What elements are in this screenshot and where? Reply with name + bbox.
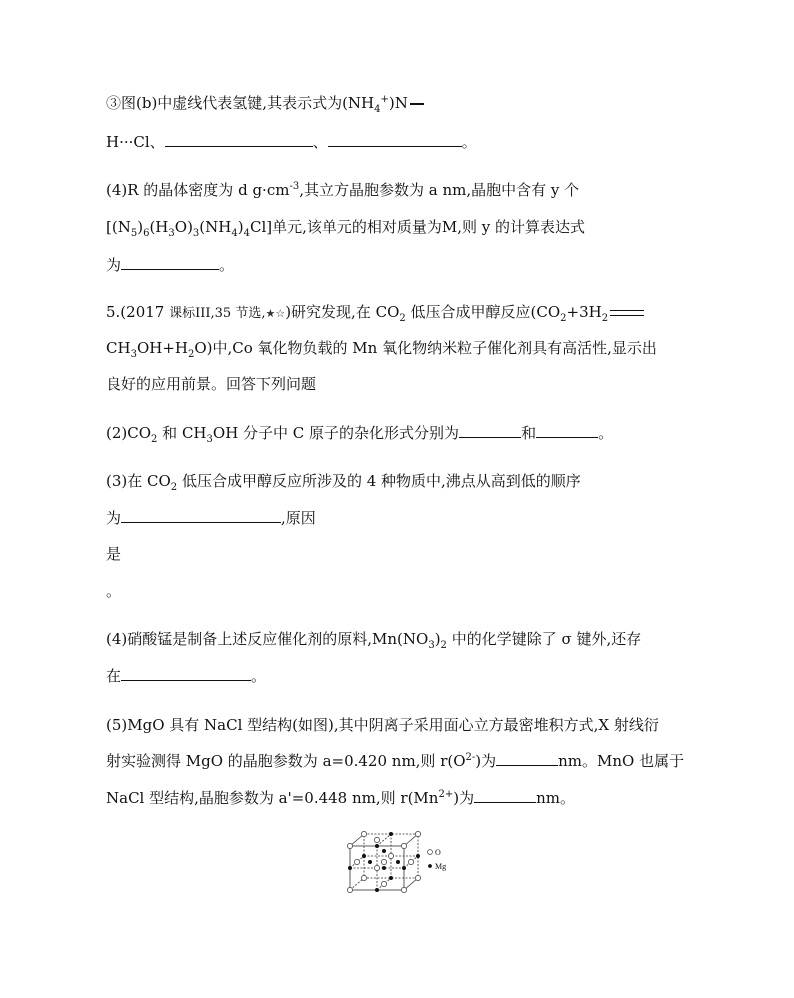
q5-5-line3: NaCl 型结构,晶胞参数为 a'=0.448 nm,则 $r(Mn^{2+})$为 nm。 xyxy=(106,789,575,807)
q5-3-line1: (3)在 $CO_2$ 低压合成甲醇反应所涉及的 4 种物质中,沸点从高到低的顺序 xyxy=(106,472,581,493)
nacl-crystal-structure-figure xyxy=(340,828,460,900)
q4-line2: $[(N_5)_6(H_3O)_3(NH_4)_4Cl]$单元,该单元的相对质量为M,则 y 的计算表达式 xyxy=(106,218,586,239)
answer-blank-bond-type[interactable] xyxy=(121,666,251,681)
q5-2-line: $(2)CO_2$ 和 $CH_3OH$ 分子中 C 原子的杂化形式分别为 和 。 xyxy=(106,424,614,445)
answer-blank-ch3oh-hybrid[interactable] xyxy=(536,423,598,438)
q4-line3: 为 。 xyxy=(106,256,235,274)
answer-blank-y[interactable] xyxy=(121,255,219,270)
answer-blank-co2-hybrid[interactable] xyxy=(459,423,521,438)
answer-blank-boiling-order[interactable] xyxy=(121,508,281,523)
q5-4-line2: 在 。 xyxy=(106,667,267,685)
answer-blank-r-mn[interactable] xyxy=(474,788,536,803)
q5-4-line1: (4)硝酸锰是制备上述反应催化剂的原料$,Mn(NO_3)_2$ 中的化学键除了 σ 键外,还存 xyxy=(106,630,642,651)
legend-mg-marker xyxy=(428,864,432,868)
oxygen-atoms xyxy=(347,831,420,892)
q3-line2: H···Cl、 、 。 xyxy=(106,133,477,151)
q5-5-line1: (5)MgO 具有 NaCl 型结构(如图),其中阴离子采用面心立方最密堆积方式,X 射线衍 xyxy=(106,716,659,734)
answer-blank-1[interactable] xyxy=(165,132,313,147)
q5-line1: 5.(2017 课标III,35 节选,★☆)研究发现,在 $CO_2$ 低压合成甲醇反应($CO_2+3H_2$ xyxy=(106,302,644,324)
equilibrium-sign xyxy=(610,310,644,316)
legend-mg-label: Mg xyxy=(435,862,447,871)
figure-legend xyxy=(428,848,447,871)
q5-3-line3: 是 xyxy=(106,545,122,563)
answer-blank-2[interactable] xyxy=(328,132,462,147)
q4-line1: (4)R 的晶体密度为 d $g\cdot cm^{-3}$,其立方晶胞参数为 a nm,晶胞中含有 y 个 xyxy=(106,181,580,199)
q3-line1: ③图(b)中虚线代表氢键,其表示式为$(NH_4^+)N$ xyxy=(106,93,424,113)
legend-oxygen-marker xyxy=(428,850,433,855)
answer-blank-r-o[interactable] xyxy=(496,751,558,766)
q5-line2: $CH_3OH+H_2O$)中,Co 氧化物负载的 Mn 氧化物纳米粒子催化剂具有高活性,显示出 xyxy=(106,339,657,360)
q5-3-line2: 为 ,原因 xyxy=(106,509,316,527)
q5-5-line2: 射实验测得 MgO 的晶胞参数为 a=0.420 nm,则 $r(O^{2-})$为 nm。MnO 也属于 xyxy=(106,752,685,770)
covalent-bond-line xyxy=(410,103,424,105)
difficulty-stars-icon: ★☆ xyxy=(265,307,286,320)
legend-oxygen-label: O xyxy=(435,848,441,857)
q5-3-line4: 。 xyxy=(106,582,122,600)
crystal-lattice-diagram xyxy=(340,828,460,896)
q5-line3: 良好的应用前景。回答下列问题 xyxy=(106,375,317,393)
